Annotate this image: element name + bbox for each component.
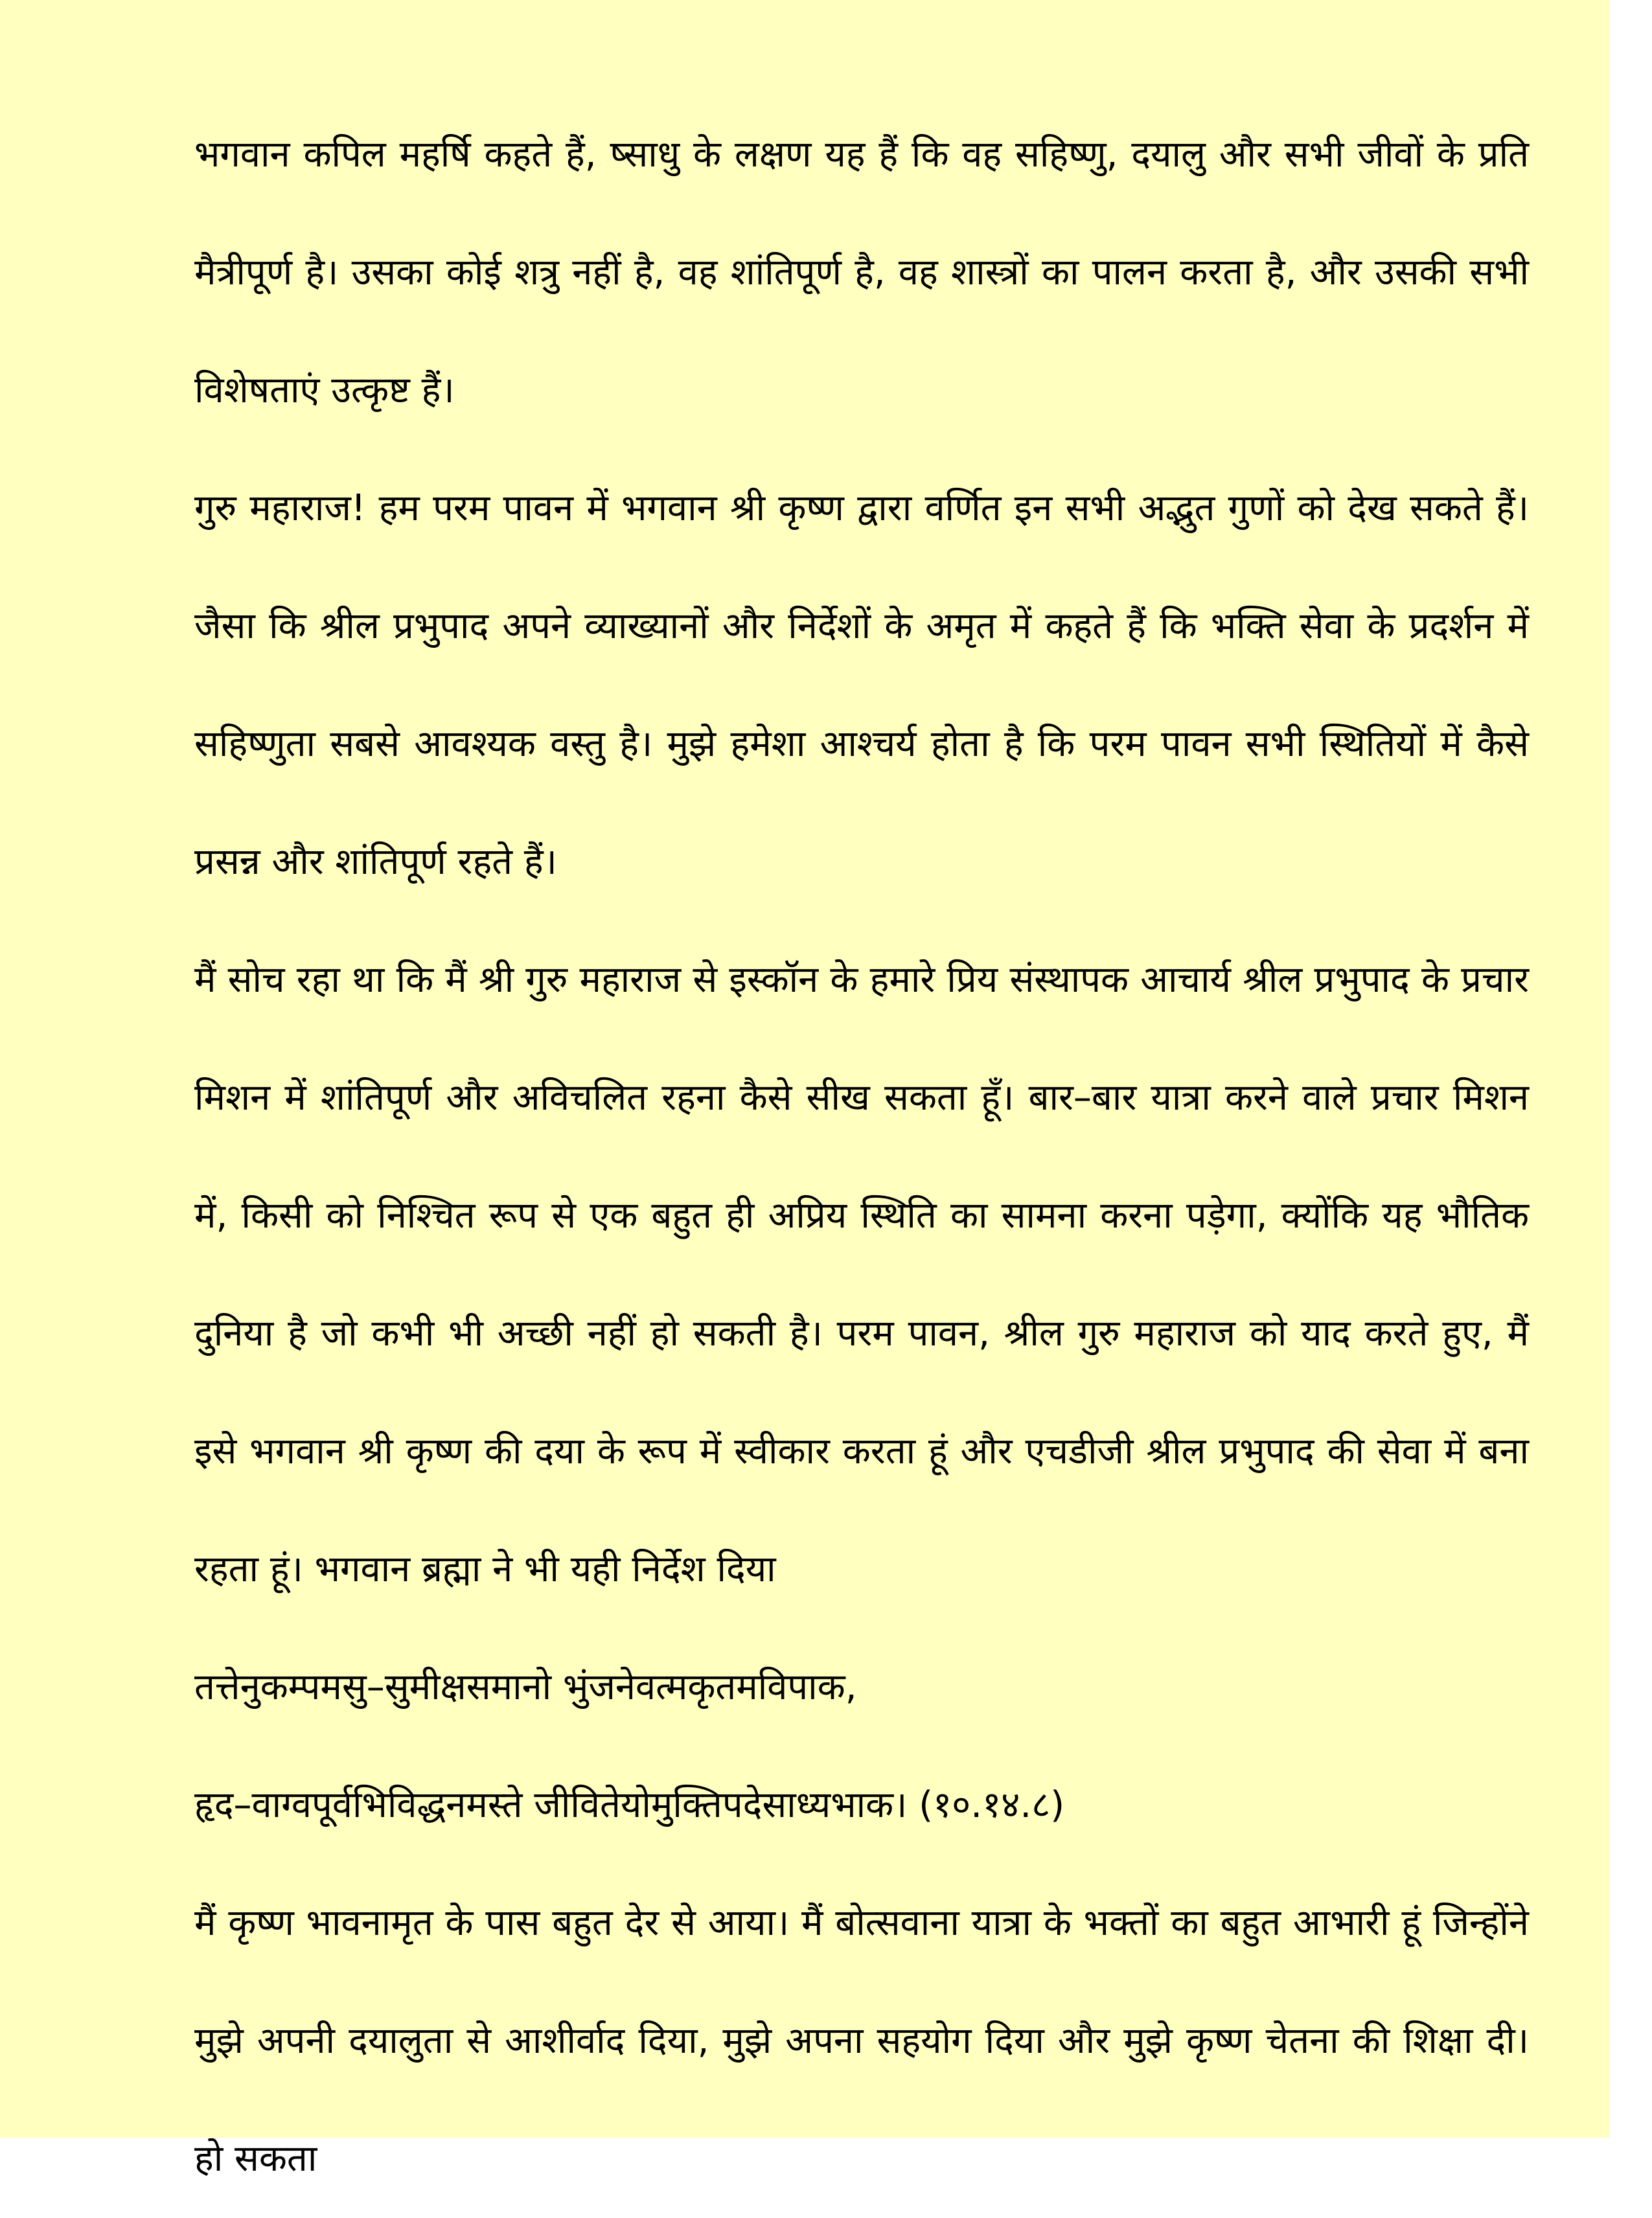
paragraph-closing: मैं कृष्ण भावनामृत के पास बहुत देर से आया। मैं बोत्सवाना यात्रा के भक्तों का बहुत आभारी हूं जिन्होंने मुझे अपनी दयालुता से आशीर्वाद दिया, मुझे अपना सहयोग दिया और मुझे कृष्ण चेतना की शिक्षा दी। हो सकता [194,1902,1529,2180]
verse-line-1: तत्तेनुकम्पमसु–सुमीक्षसमानो भुंजनेवत्मकृतमविपाक, [194,1666,857,1708]
document-body [194,96,1529,2218]
paragraph-kapila: भगवान कपिल महर्षि कहते हैं, ष्साधु के लक्षण यह हैं कि वह सहिष्णु, दयालु और सभी जीवों के प्रति मैत्रीपूर्ण है। उसका कोई शत्रु नहीं है, वह शांतिपूर्ण है, वह शास्त्रों का पालन करता है, और उसकी सभी विशेषताएं उत्कृष्ट हैं। [194,133,1529,411]
verse-line-2: हृद–वाग्वपूर्वभिविद्धनमस्ते जीवितेयोमुक्तिपदेसाध्यभाक। (१०.१४.८) [194,1784,1065,1826]
paragraph-preaching-mission: मैं सोच रहा था कि मैं श्री गुरु महाराज से इस्कॉन के हमारे प्रिय संस्थापक आचार्य श्रील प्रभुपाद के प्रचार मिशन में शांतिपूर्ण और अविचलित रहना कैसे सीख सकता हूँ। बार–बार यात्रा करने वाले प्रचार मिशन में, किसी को निश्चित रूप से एक बहुत ही अप्रिय स्थिति का सामना करना पड़ेगा, क्योंकि यह भौतिक दुनिया है जो कभी भी अच्छी नहीं हो सकती है। परम पावन, श्रील गुरु महाराज को याद करते हुए, मैं इसे भगवान श्री कृष्ण की दया के रूप में स्वीकार करता हूं और एचडीजी श्रील प्रभुपाद की सेवा में बना रहता हूं। भगवान ब्रह्मा ने भी यही निर्देश दिया [194,959,1529,1590]
paragraph-guru-maharaj: गुरु महाराज! हम परम पावन में भगवान श्री कृष्ण द्वारा वर्णित इन सभी अद्भुत गुणों को देख सकते हैं। जैसा कि श्रील प्रभुपाद अपने व्याख्यानों और निर्देशों के अमृत में कहते हैं कि भक्ति सेवा के प्रदर्शन में सहिष्णुता सबसे आवश्यक वस्तु है। मुझे हमेशा आश्चर्य होता है कि परम पावन सभी स्थितियों में कैसे प्रसन्न और शांतिपूर्ण रहते हैं। [194,487,1529,883]
